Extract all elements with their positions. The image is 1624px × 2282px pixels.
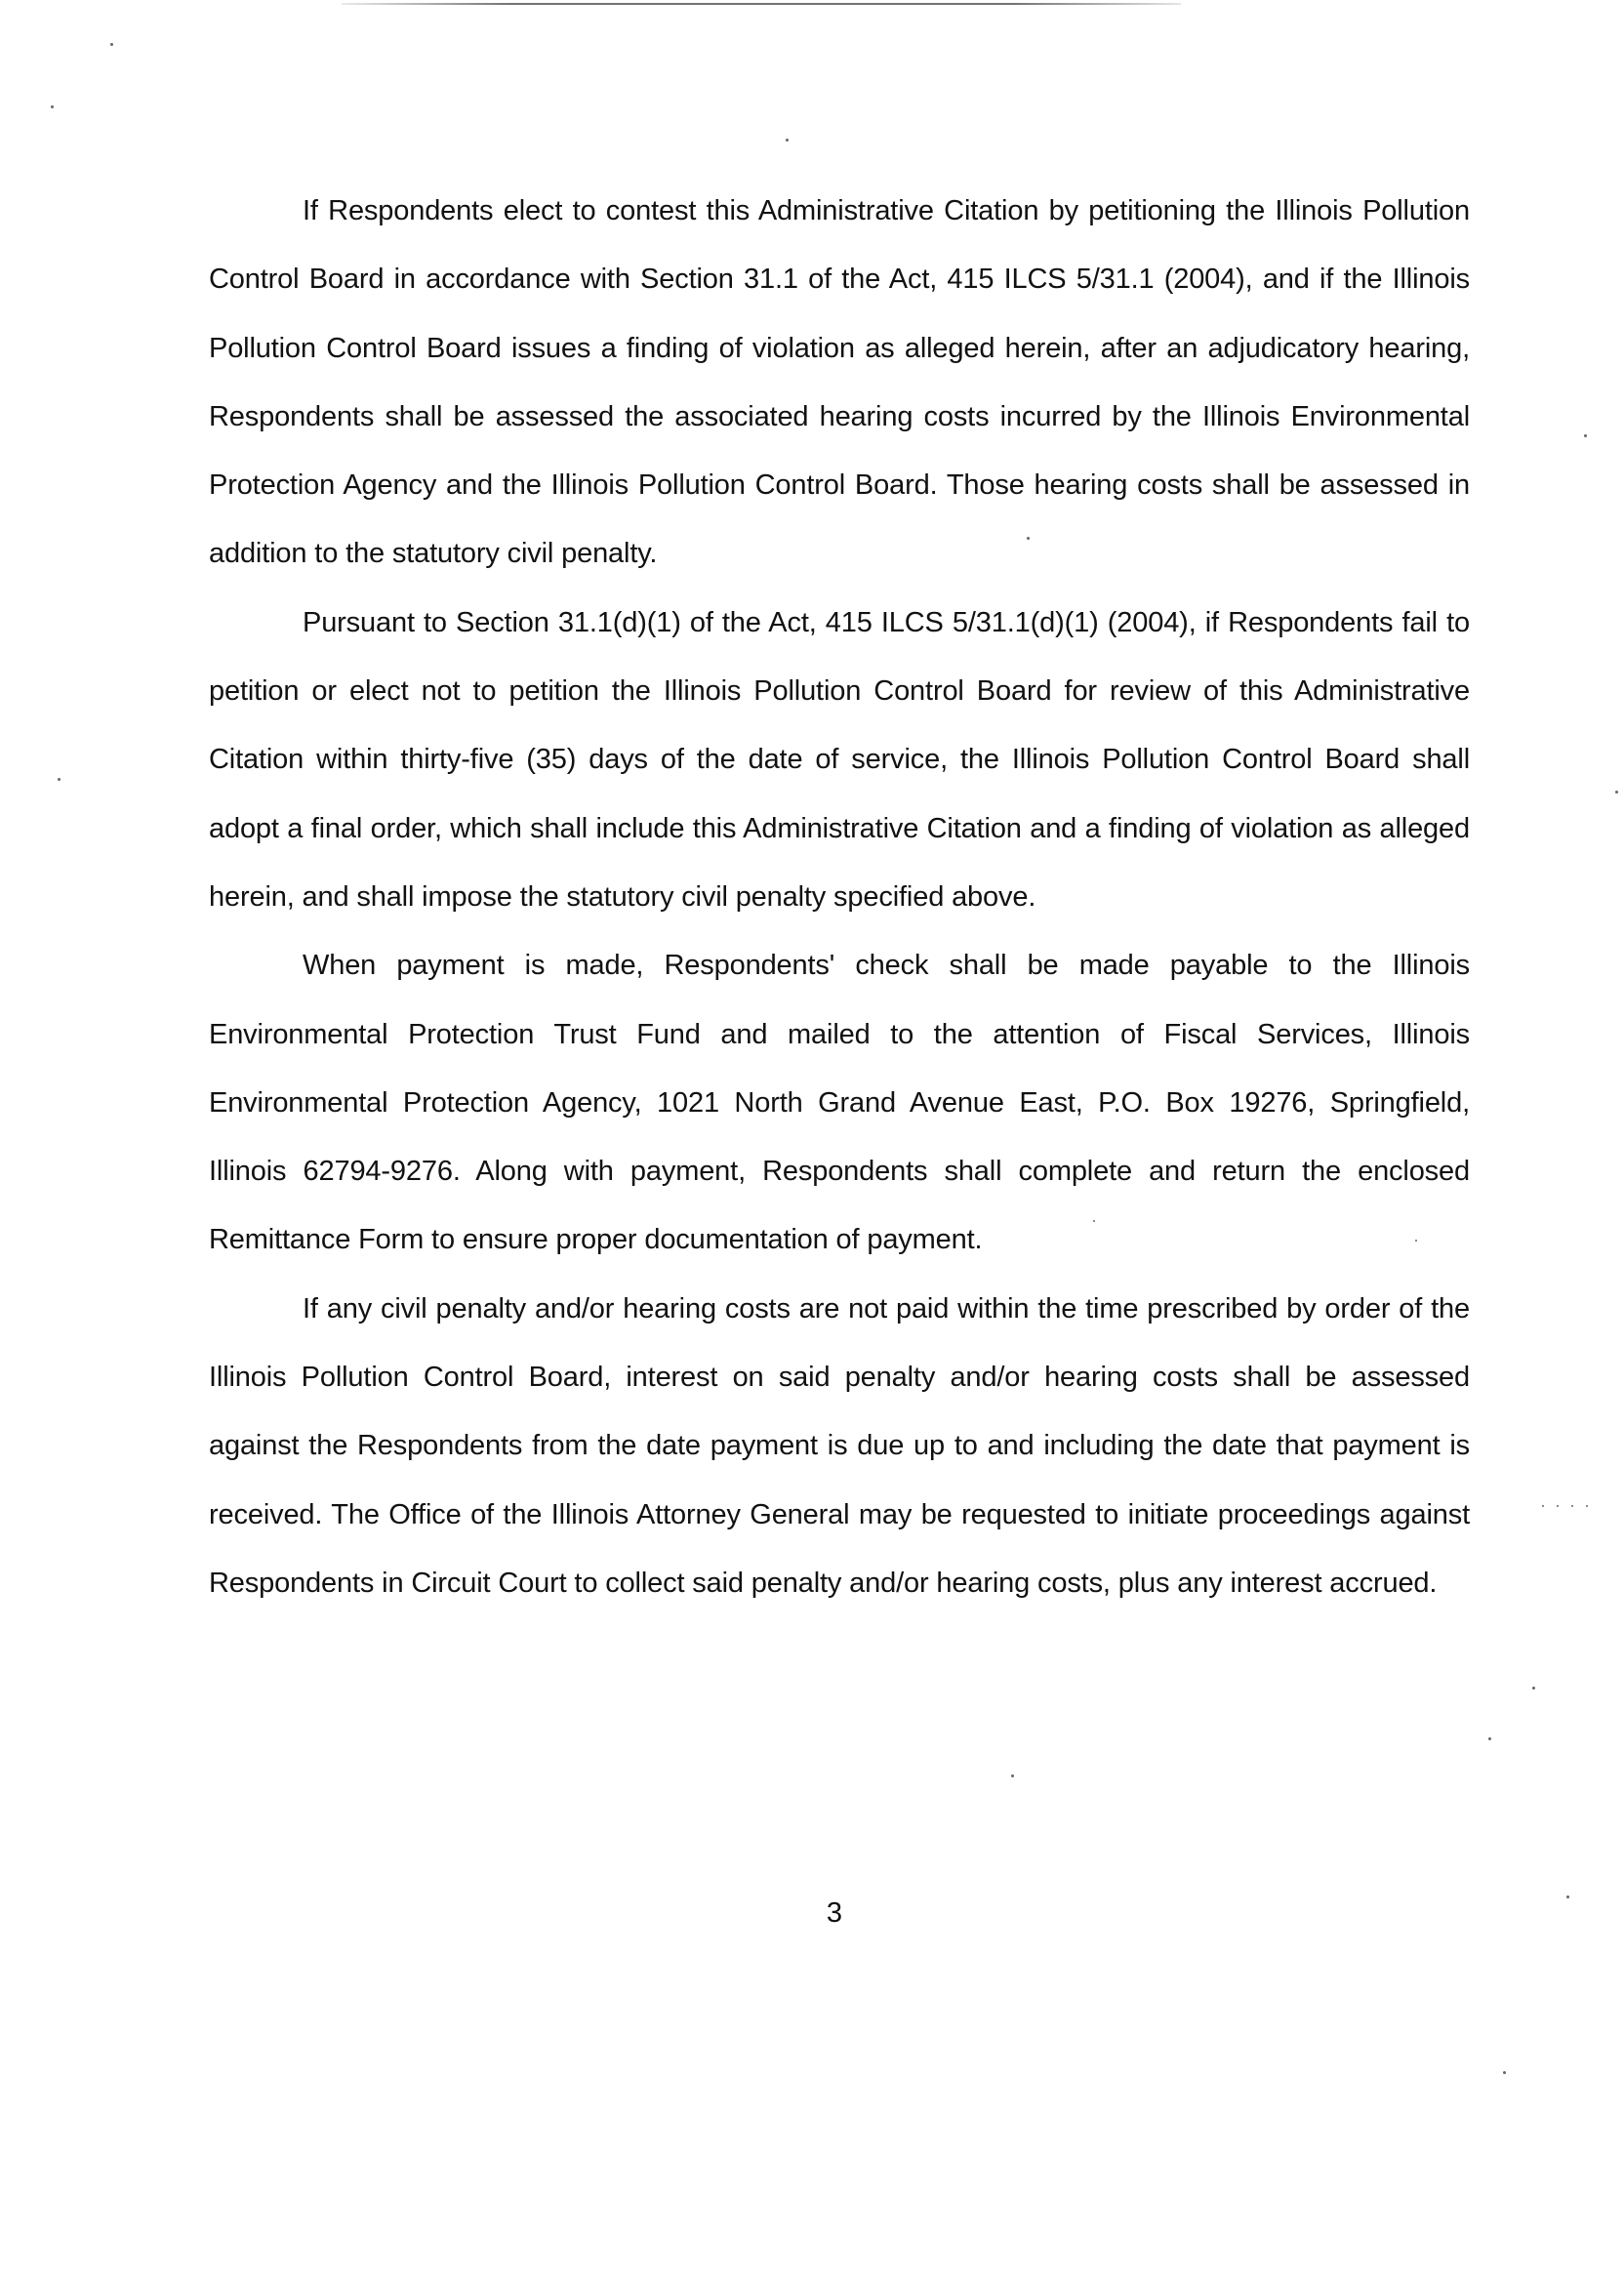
scan-speck [1542,1505,1544,1507]
scan-speck [786,139,789,142]
scan-speck [1557,1505,1559,1507]
paragraph-payment-instructions: When payment is made, Respondents' check shall be made payable to the Illinois Environmental Protection Trust Fund and mailed to the attention of Fiscal Services, Illinois Environmental Protection Agency, 1021 North Grand Avenue East, P.O. Box 19276, Springfield, Illinois 62794-9276. Along with payment, Respondents shall complete and return the enclosed Remittance Form to ensure proper documentation of payment. [209,950,1470,1256]
scan-top-edge-line [342,3,1181,5]
scan-speck [110,43,113,46]
scan-speck [51,105,54,108]
document-body [209,177,1470,1617]
scan-speck [1615,791,1618,794]
scan-speck [1093,1220,1095,1222]
scan-speck [1532,1687,1535,1690]
scan-speck [1488,1737,1491,1740]
scan-speck [1584,434,1587,437]
scan-speck [1011,1774,1014,1777]
paragraph-interest-penalty: If any civil penalty and/or hearing costs are not paid within the time prescribed by order of the Illinois Pollution Control Board, interest on said penalty and/or hearing costs shall be assessed against the Respondents from the date payment is due up to and including the date that payment is received. The Office of the Illinois Attorney General may be requested to initiate proceedings against Respondents in Circuit Court to collect said penalty and/or hearing costs, plus any interest accrued. [209,1292,1470,1599]
scan-speck [1566,1895,1569,1898]
scan-speck [58,778,61,781]
scan-speck [1027,537,1030,540]
paragraph-hearing-costs: If Respondents elect to contest this Administrative Citation by petitioning the Illinois Pollution Control Board in accordance with Section 31.1 of the Act, 415 ILCS 5/31.1 (2004), and if the Illinois Pollution Control Board issues a finding of violation as alleged herein, after an adjudicatory hearing, Respondents shall be assessed the associated hearing costs incurred by the Illinois Environmental Protection Agency and the Illinois Pollution Control Board. Those hearing costs shall be assessed in addition to the statutory civil penalty. [209,195,1470,570]
paragraph-final-order: Pursuant to Section 31.1(d)(1) of the Act, 415 ILCS 5/31.1(d)(1) (2004), if Respondents fail to petition or elect not to petition the Illinois Pollution Control Board for review of this Administrative Citation within thirty-five (35) days of the date of service, the Illinois Pollution Control Board shall adopt a final order, which shall include this Administrative Citation and a finding of violation as alleged herein, and shall impose the statutory civil penalty specified above. [209,606,1470,913]
scan-speck [1586,1505,1588,1507]
scan-speck [1571,1505,1573,1507]
scan-speck [1415,1240,1417,1242]
scan-speck [1503,2071,1506,2074]
page-number: 3 [826,1897,843,1929]
